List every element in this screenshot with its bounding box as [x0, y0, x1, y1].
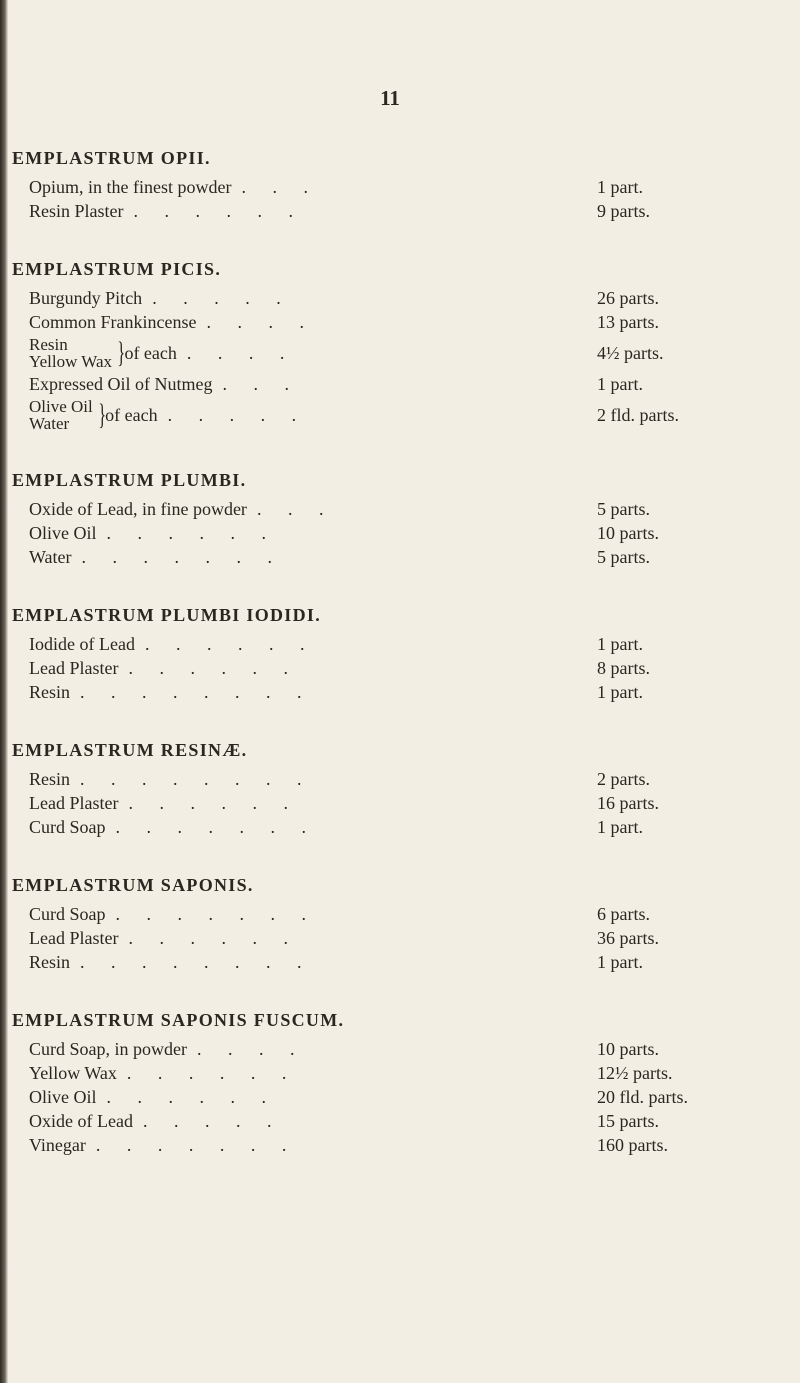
dot-leader: . . . . . .	[128, 657, 299, 678]
ingredient-amount: 2 parts.	[597, 768, 650, 789]
ingredient-cell	[29, 1111, 469, 1132]
ingredient-cell	[29, 288, 469, 309]
ingredient-name: Olive Oil	[29, 397, 93, 416]
ingredient-cell	[29, 201, 469, 222]
dot-leader: . . . . .	[167, 404, 308, 425]
ingredient-row	[12, 497, 787, 521]
dot-leader: . . .	[241, 176, 319, 197]
ingredient-cell	[29, 1135, 469, 1156]
dot-leader: . . . . . .	[106, 522, 277, 543]
ingredient-amount: 5 parts.	[597, 498, 650, 519]
page-number: 11	[380, 86, 400, 110]
ingredient-amount: 9 parts.	[597, 200, 650, 221]
dot-leader: . . . . . .	[128, 792, 299, 813]
ingredient-name: Resin	[29, 951, 71, 972]
ingredient-name: Curd Soap	[29, 903, 106, 924]
dot-leader: . . . . . . .	[115, 903, 317, 924]
dot-leader: . . . . . .	[144, 633, 316, 654]
ingredient-name: Curd Soap, in powder	[29, 1038, 187, 1059]
ingredient-name: Vinegar	[29, 1134, 86, 1155]
ingredient-row	[12, 521, 787, 545]
ingredient-amount: 36 parts.	[597, 927, 659, 948]
ingredient-cell	[29, 177, 469, 198]
ingredient-amount: 13 parts.	[597, 311, 659, 332]
ingredient-row	[12, 286, 787, 310]
ingredient-row	[12, 926, 787, 950]
recipe-section	[12, 872, 787, 974]
ingredient-amount: 16 parts.	[597, 792, 659, 813]
ingredient-name: Yellow Wax	[29, 1062, 117, 1083]
ingredient-cell	[29, 634, 469, 655]
ingredient-row	[12, 199, 787, 223]
dot-leader: . . .	[256, 498, 335, 519]
ingredient-amount: 12½ parts.	[597, 1062, 673, 1083]
section-title: EMPLASTRUM PICIS.	[12, 259, 222, 279]
ingredient-cell	[29, 817, 469, 838]
ingredient-amount: 6 parts.	[597, 903, 650, 924]
ingredient-name: Lead Plaster	[29, 792, 119, 813]
ingredient-cell	[29, 904, 469, 925]
ingredient-cell	[29, 312, 469, 333]
ingredient-amount: 1 part.	[597, 176, 643, 197]
ingredient-row	[12, 950, 787, 974]
ingredient-cell	[29, 374, 469, 395]
ingredient-name: Resin	[29, 681, 71, 702]
ingredient-name: Yellow Wax	[29, 352, 113, 371]
section-title: EMPLASTRUM SAPONIS.	[12, 875, 254, 895]
ingredient-row	[12, 1085, 787, 1109]
recipe-section	[12, 602, 787, 704]
dot-leader: . . . . . . . .	[80, 768, 313, 789]
ingredient-amount: 5 parts.	[597, 546, 650, 567]
brace-glyph: }	[117, 336, 126, 369]
ingredient-cell	[29, 547, 469, 568]
ingredient-amount: 4½ parts.	[597, 342, 664, 363]
ingredient-cell	[29, 1039, 469, 1060]
ingredient-cell	[29, 793, 469, 814]
ingredient-row	[12, 656, 787, 680]
ingredient-name: Common Frankincense	[29, 311, 197, 332]
section-title: EMPLASTRUM SAPONIS FUSCUM.	[12, 1010, 345, 1030]
ingredient-amount: 160 parts.	[597, 1134, 668, 1155]
ingredient-name: Oxide of Lead	[29, 1110, 133, 1131]
ingredient-amount: 10 parts.	[597, 1038, 659, 1059]
ingredient-group	[29, 336, 112, 370]
dot-leader: . . . .	[186, 342, 296, 363]
ingredient-amount: 10 parts.	[597, 522, 659, 543]
ingredient-cell	[29, 336, 469, 370]
dot-leader: . . . . . . . .	[80, 681, 313, 702]
ingredient-amount: 1 part.	[597, 816, 643, 837]
ingredient-cell	[29, 499, 469, 520]
ingredient-row	[12, 632, 787, 656]
ingredient-name: Opium, in the finest powder	[29, 176, 232, 197]
dot-leader: . . . .	[196, 1038, 306, 1059]
ingredient-amount: 26 parts.	[597, 287, 659, 308]
ingredient-amount: 1 part.	[597, 951, 643, 972]
ingredient-cell	[29, 658, 469, 679]
ingredient-row	[12, 175, 787, 199]
dot-leader: . . . . . . .	[115, 816, 317, 837]
book-spine-shadow	[0, 0, 8, 1383]
recipe-section	[12, 1007, 787, 1157]
ingredient-row	[12, 1061, 787, 1085]
dot-leader: . . . .	[206, 311, 315, 332]
section-title: EMPLASTRUM OPII.	[12, 148, 211, 168]
ingredient-amount: 2 fld. parts.	[597, 404, 679, 425]
recipe-section	[12, 256, 787, 434]
ingredient-name: Water	[29, 414, 70, 433]
ingredient-cell	[29, 1087, 469, 1108]
ingredient-row	[12, 310, 787, 334]
ingredient-row	[12, 372, 787, 396]
ingredient-name: Resin Plaster	[29, 200, 124, 221]
ingredient-row	[12, 1037, 787, 1061]
ingredient-amount: 20 fld. parts.	[597, 1086, 688, 1107]
ingredient-amount: 1 part.	[597, 633, 643, 654]
ingredient-name: Expressed Oil of Nutmeg	[29, 373, 213, 394]
dot-leader: . . . . . .	[133, 200, 304, 221]
brace-glyph: }	[97, 398, 106, 431]
ingredient-row	[12, 396, 787, 434]
ingredient-qualifier: of each	[105, 404, 158, 425]
ingredient-name: Curd Soap	[29, 816, 106, 837]
ingredient-name: Olive Oil	[29, 1086, 97, 1107]
ingredient-amount: 1 part.	[597, 373, 643, 394]
section-title: EMPLASTRUM PLUMBI.	[12, 470, 247, 490]
dot-leader: . . . . . . .	[95, 1134, 298, 1155]
dot-leader: . . .	[222, 373, 300, 394]
ingredient-name: Resin	[29, 335, 68, 354]
ingredient-name: Lead Plaster	[29, 927, 119, 948]
section-title: EMPLASTRUM PLUMBI IODIDI.	[12, 605, 322, 625]
ingredient-cell	[29, 952, 469, 973]
recipe-list	[12, 145, 787, 1190]
ingredient-row	[12, 815, 787, 839]
recipe-section	[12, 145, 787, 223]
ingredient-group	[29, 398, 93, 432]
ingredient-row	[12, 680, 787, 704]
dot-leader: . . . . . .	[126, 1062, 298, 1083]
ingredient-cell	[29, 769, 469, 790]
dot-leader: . . . . .	[152, 287, 292, 308]
ingredient-cell	[29, 1063, 469, 1084]
recipe-section	[12, 467, 787, 569]
ingredient-amount: 15 parts.	[597, 1110, 659, 1131]
ingredient-name: Water	[29, 546, 72, 567]
ingredient-row	[12, 334, 787, 372]
ingredient-cell	[29, 523, 469, 544]
dot-leader: . . . . . .	[128, 927, 299, 948]
ingredient-cell	[29, 682, 469, 703]
ingredient-name: Oxide of Lead, in fine powder	[29, 498, 247, 519]
ingredient-name: Burgundy Pitch	[29, 287, 143, 308]
ingredient-row	[12, 791, 787, 815]
ingredient-row	[12, 1109, 787, 1133]
section-title: EMPLASTRUM RESINÆ.	[12, 740, 248, 760]
ingredient-row	[12, 1133, 787, 1157]
dot-leader: . . . . . .	[106, 1086, 277, 1107]
ingredient-amount: 8 parts.	[597, 657, 650, 678]
dot-leader: . . . . .	[142, 1110, 283, 1131]
ingredient-row	[12, 767, 787, 791]
ingredient-name: Resin	[29, 768, 71, 789]
dot-leader: . . . . . . .	[81, 546, 284, 567]
ingredient-row	[12, 902, 787, 926]
ingredient-row	[12, 545, 787, 569]
ingredient-cell	[29, 928, 469, 949]
dot-leader: . . . . . . . .	[80, 951, 313, 972]
ingredient-cell	[29, 398, 469, 432]
recipe-section	[12, 737, 787, 839]
ingredient-name: Iodide of Lead	[29, 633, 135, 654]
ingredient-amount: 1 part.	[597, 681, 643, 702]
ingredient-name: Olive Oil	[29, 522, 97, 543]
ingredient-qualifier: of each	[124, 342, 177, 363]
ingredient-name: Lead Plaster	[29, 657, 119, 678]
